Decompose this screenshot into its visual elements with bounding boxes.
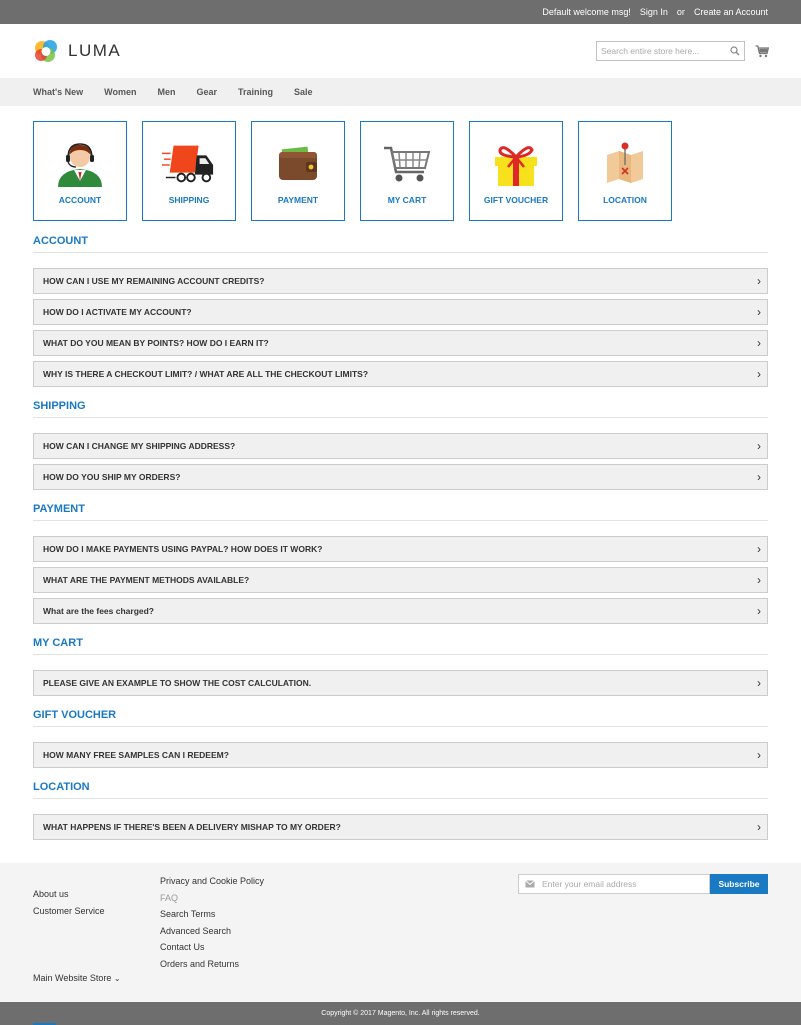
faq-item[interactable] — [33, 299, 768, 325]
nav-item-men[interactable]: Men — [157, 87, 176, 97]
chevron-right-icon: › — [757, 542, 761, 556]
chevron-right-icon: › — [757, 748, 761, 762]
chevron-right-icon: › — [757, 470, 761, 484]
faq-question: WHY IS THERE A CHECKOUT LIMIT? / WHAT ARE ALL THE CHECKOUT LIMITS? — [43, 369, 369, 379]
nav-item-whats-new[interactable]: What's New — [33, 87, 84, 97]
footer-link-customer-service[interactable]: Customer Service — [33, 906, 105, 916]
wallet-icon — [276, 144, 320, 184]
chevron-right-icon: › — [757, 439, 761, 453]
subscribe-button[interactable]: Subscribe — [710, 874, 768, 894]
nav-item-sale[interactable]: Sale — [294, 87, 313, 97]
support-agent-icon — [54, 141, 106, 187]
faq-item[interactable] — [33, 536, 768, 562]
sign-in-link[interactable]: Sign In — [639, 7, 668, 17]
category-label: GIFT VOUCHER — [483, 195, 549, 205]
faq-item[interactable] — [33, 464, 768, 490]
category-my-cart[interactable] — [360, 121, 454, 221]
faq-question: HOW MANY FREE SAMPLES CAN I REDEEM? — [43, 750, 229, 760]
faq-question: HOW DO YOU SHIP MY ORDERS? — [43, 472, 181, 482]
footer-link-advanced-search[interactable]: Advanced Search — [160, 925, 232, 936]
store-switcher[interactable] — [33, 973, 121, 983]
chevron-right-icon: › — [757, 336, 761, 350]
faq-question: HOW DO I ACTIVATE MY ACCOUNT? — [43, 307, 192, 317]
faq-item[interactable] — [33, 361, 768, 387]
chevron-right-icon: › — [757, 305, 761, 319]
envelope-icon — [525, 880, 535, 888]
faq-categories — [0, 106, 801, 221]
footer-links-secondary — [160, 873, 264, 973]
search-input[interactable] — [601, 46, 730, 56]
luma-logo-icon — [33, 38, 60, 65]
faq-item[interactable] — [33, 742, 768, 768]
footer-link-contact-us[interactable]: Contact Us — [160, 942, 205, 953]
chevron-right-icon: › — [757, 676, 761, 690]
faq-section-gift-voucher — [33, 709, 768, 768]
shopping-cart-icon — [382, 144, 432, 184]
cart-icon[interactable] — [755, 45, 769, 58]
logo-text: LUMA — [68, 41, 122, 60]
section-title: ACCOUNT — [33, 235, 768, 253]
category-gift-voucher[interactable] — [469, 121, 563, 221]
or-separator: or — [676, 7, 685, 17]
section-title: PAYMENT — [33, 503, 768, 521]
faq-item[interactable] — [33, 670, 768, 696]
chevron-right-icon: › — [757, 367, 761, 381]
map-pin-icon — [603, 141, 647, 187]
faq-item[interactable] — [33, 268, 768, 294]
nav-item-gear[interactable]: Gear — [196, 87, 218, 97]
section-title: GIFT VOUCHER — [33, 709, 768, 727]
chevron-right-icon: › — [757, 274, 761, 288]
category-shipping[interactable] — [142, 121, 236, 221]
faq-question: WHAT DO YOU MEAN BY POINTS? HOW DO I EARN IT? — [43, 338, 269, 348]
faq-sections — [0, 235, 801, 840]
category-location[interactable] — [578, 121, 672, 221]
faq-section-my-cart — [33, 637, 768, 696]
faq-question: HOW CAN I USE MY REMAINING ACCOUNT CREDITS? — [43, 276, 265, 286]
copyright-text: Copyright © 2017 Magento, Inc. All rights reserved. — [321, 1010, 480, 1017]
footer-links-primary — [33, 886, 105, 920]
nav-item-training[interactable]: Training — [238, 87, 274, 97]
chevron-right-icon: › — [757, 573, 761, 587]
footer-link-orders-returns[interactable]: Orders and Returns — [160, 958, 240, 969]
search-box — [596, 41, 745, 61]
store-switcher-label: Main Website Store — [33, 973, 112, 983]
gift-icon — [491, 141, 541, 187]
delivery-truck-icon — [162, 141, 216, 187]
footer-link-faq: FAQ — [160, 892, 179, 903]
category-label: LOCATION — [603, 195, 647, 205]
faq-section-shipping — [33, 400, 768, 490]
faq-item[interactable] — [33, 330, 768, 356]
main-navigation — [0, 78, 801, 106]
footer-link-search-terms[interactable]: Search Terms — [160, 909, 216, 920]
newsletter-email-field[interactable] — [518, 874, 710, 894]
category-account[interactable] — [33, 121, 127, 221]
faq-question: HOW DO I MAKE PAYMENTS USING PAYPAL? HOW DOES IT WORK? — [43, 544, 323, 554]
page-header — [0, 24, 801, 78]
category-label: SHIPPING — [168, 195, 210, 205]
search-icon[interactable] — [730, 46, 740, 56]
store-logo[interactable] — [33, 38, 121, 65]
newsletter-placeholder: Enter your email address — [542, 879, 637, 889]
category-label: PAYMENT — [277, 195, 319, 205]
faq-question: What are the fees charged? — [43, 606, 155, 616]
faq-section-payment — [33, 503, 768, 624]
chevron-right-icon: › — [757, 820, 761, 834]
create-account-link[interactable]: Create an Account — [693, 7, 768, 17]
faq-item[interactable] — [33, 567, 768, 593]
faq-question: HOW CAN I CHANGE MY SHIPPING ADDRESS? — [43, 441, 236, 451]
newsletter-form — [518, 874, 768, 894]
section-title: SHIPPING — [33, 400, 768, 418]
chevron-down-icon: ⌄ — [113, 974, 121, 983]
footer-link-about-us[interactable]: About us — [33, 889, 69, 899]
faq-item[interactable] — [33, 814, 768, 840]
welcome-message: Default welcome msg! — [542, 7, 631, 17]
faq-section-location — [33, 781, 768, 840]
category-label: ACCOUNT — [58, 195, 102, 205]
faq-question: WHAT HAPPENS IF THERE'S BEEN A DELIVERY MISHAP TO MY ORDER? — [43, 822, 341, 832]
faq-item[interactable] — [33, 433, 768, 459]
faq-question: WHAT ARE THE PAYMENT METHODS AVAILABLE? — [43, 575, 250, 585]
faq-question: PLEASE GIVE AN EXAMPLE TO SHOW THE COST CALCULATION. — [43, 678, 312, 688]
nav-item-women[interactable]: Women — [104, 87, 137, 97]
faq-item[interactable] — [33, 598, 768, 624]
top-bar — [0, 0, 801, 24]
footer-link-privacy[interactable]: Privacy and Cookie Policy — [160, 876, 265, 886]
section-title: MY CART — [33, 637, 768, 655]
section-title: LOCATION — [33, 781, 768, 799]
category-payment[interactable] — [251, 121, 345, 221]
copyright-bar — [0, 1002, 801, 1025]
chevron-right-icon: › — [757, 604, 761, 618]
page-footer — [0, 863, 801, 1002]
category-label: MY CART — [387, 195, 427, 205]
faq-section-account — [33, 235, 768, 387]
